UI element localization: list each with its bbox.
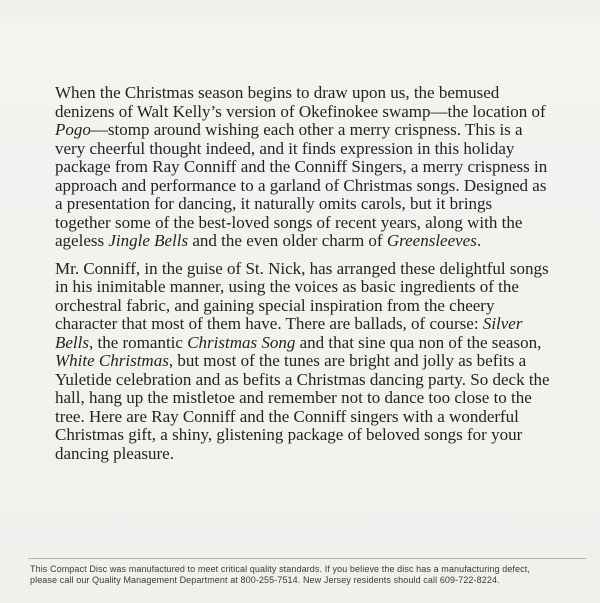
paragraph-text: Mr. Conniff, in the guise of St. Nick, has arranged these delightful songs in his inimitable manner, using the voices as basic ingredients of the orchestral fabric, and gaining special inspiration from the cheery character that most of them have. There are ballads, of course:	[55, 258, 549, 333]
song-title-italic: Greensleeves	[386, 231, 477, 250]
fine-print-line: This Compact Disc was manufactured to meet critical quality standards. If you believe the disc has a manufacturing defect,	[30, 564, 530, 574]
song-title-italic: Christmas Song	[187, 332, 296, 352]
paragraph-text: , but most of the tunes are bright and jolly as befits a Yuletide celebration and as befits a Christmas dancing party. So deck the hall, hang up the mistletoe and remember not to dance too close to the tree. Here are Ray Conniff and the Conniff singers with a wonderful Christmas gift, a shiny, glistening package of beloved songs for your dancing pleasure.	[55, 351, 550, 463]
fine-print-line: please call our Quality Management Department at 800-255-7514. New Jersey residents should call 609-722-8224.	[30, 574, 500, 585]
paragraph	[55, 260, 551, 464]
quality-fine-print	[30, 564, 590, 585]
song-title-italic: White Christmas	[55, 351, 169, 370]
paragraph-text: and that sine qua non of the season,	[295, 332, 542, 352]
paragraph-text: , the romantic	[89, 332, 188, 352]
song-title-italic: Pogo	[55, 120, 91, 139]
paragraph-text: When the Christmas season begins to draw upon us, the bemused denizens of Walt Kelly’s version of Okefinokee swamp—the location of	[55, 83, 546, 121]
paragraph-text: —stomp around wishing each other a merry crispness. This is a very cheerful thought indeed, and it finds expression in this holiday package from Ray Conniff and the Conniff Singers, a merry crispness in approach and performance to a garland of Christmas songs. Designed as a presentation for dancing, it naturally omits carols, but it brings together some of the best-loved songs of recent years, along with the ageless	[55, 120, 548, 250]
song-title-italic: Jingle Bells	[108, 231, 189, 250]
song-title-italic: Silver Bells	[55, 314, 523, 352]
paragraph-text: .	[476, 231, 482, 250]
paragraph	[55, 84, 551, 251]
paragraph-text: and the even older charm of	[188, 231, 387, 250]
divider-rule	[28, 558, 586, 559]
liner-notes-text	[55, 84, 551, 472]
